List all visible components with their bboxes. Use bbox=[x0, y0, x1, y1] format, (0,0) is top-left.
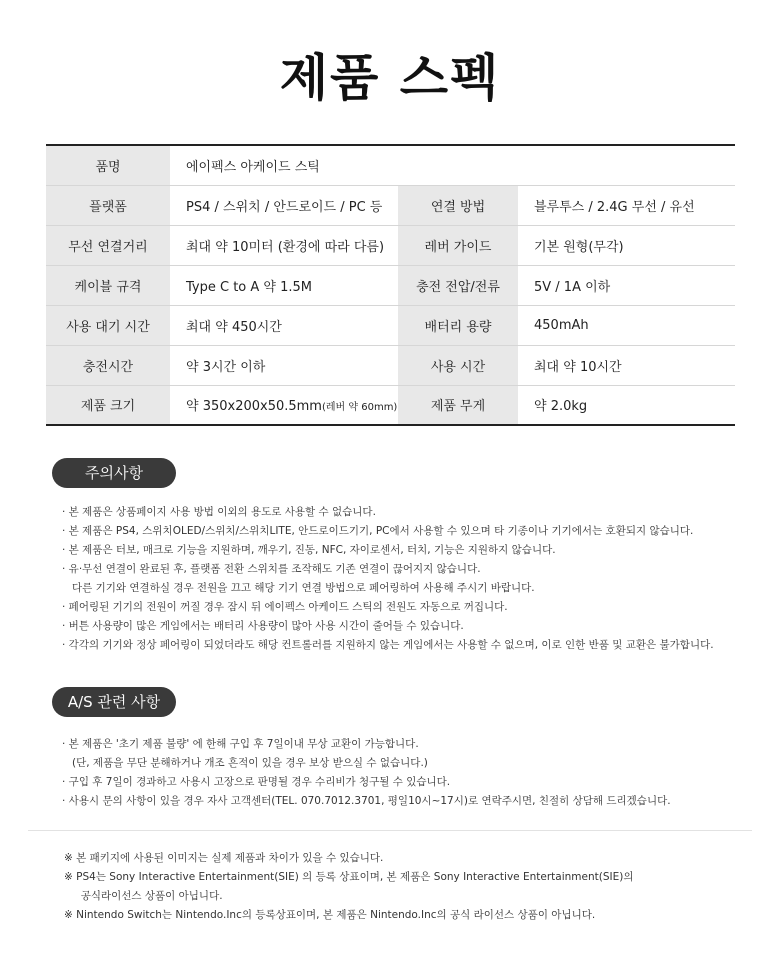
caution-heading: 주의사항 bbox=[52, 458, 176, 488]
list-item: · 본 제품은 PS4, 스위치OLED/스위치/스위치LITE, 안드로이드기기, PC에서 사용할 수 있으며 타 기종이나 기기에서는 호환되지 않습니다. bbox=[62, 525, 694, 537]
spec-value: 기본 원형(무각) bbox=[518, 225, 735, 265]
list-item: · 사용시 문의 사항이 있을 경우 자사 고객센터(TEL. 070.7012.3701, 평일10시~17시)로 연락주시면, 친절히 상담해 드리겠습니다. bbox=[62, 795, 671, 807]
list-item: · 본 제품은 터보, 매크로 기능을 지원하며, 깨우기, 진동, NFC, 자이로센서, 터치, 기능은 지원하지 않습니다. bbox=[62, 544, 556, 556]
spec-label: 배터리 용량 bbox=[398, 305, 518, 345]
list-item: ※ Nintendo Switch는 Nintendo.Inc의 등록상표이며, 본 제품은 Nintendo.Inc의 공식 라이선스 상품이 아닙니다. bbox=[64, 909, 596, 921]
spec-value: 450mAh bbox=[518, 305, 735, 345]
spec-value: 블루투스 / 2.4G 무선 / 유선 bbox=[518, 185, 735, 225]
spec-label: 사용 시간 bbox=[398, 345, 518, 385]
spec-table bbox=[46, 144, 735, 426]
list-item: · 각각의 기기와 정상 페어링이 되었더라도 해당 컨트롤러를 지원하지 않는 게임에서는 사용할 수 없으며, 이로 인한 반품 및 교환은 불가합니다. bbox=[62, 639, 714, 651]
spec-value bbox=[170, 385, 398, 425]
spec-label: 제품 크기 bbox=[46, 385, 170, 425]
list-item: 공식라이선스 상품이 아닙니다. bbox=[64, 890, 223, 902]
footer-notes bbox=[64, 849, 633, 925]
spec-label: 케이블 규격 bbox=[46, 265, 170, 305]
spec-label: 무선 연결거리 bbox=[46, 225, 170, 265]
spec-label: 사용 대기 시간 bbox=[46, 305, 170, 345]
list-item: 다른 기기와 연결하실 경우 전원을 끄고 해당 기기 연결 방법으로 페어링하여 사용해 주시기 바랍니다. bbox=[62, 582, 535, 594]
list-item: (단, 제품을 무단 분해하거나 개조 흔적이 있을 경우 보상 받으실 수 없습니다.) bbox=[62, 757, 428, 769]
spec-label: 제품 무게 bbox=[398, 385, 518, 425]
spec-row bbox=[46, 145, 735, 185]
spec-label: 충전 전압/전류 bbox=[398, 265, 518, 305]
spec-row bbox=[46, 385, 735, 425]
spec-value: 약 2.0kg bbox=[518, 385, 735, 425]
list-item: · 구입 후 7일이 경과하고 사용시 고장으로 판명될 경우 수리비가 청구될 수 있습니다. bbox=[62, 776, 451, 788]
spec-value: 에이펙스 아케이드 스틱 bbox=[170, 145, 735, 185]
spec-label: 플랫폼 bbox=[46, 185, 170, 225]
spec-label: 충전시간 bbox=[46, 345, 170, 385]
list-item: ※ PS4는 Sony Interactive Entertainment(SIE) 의 등록 상표이며, 본 제품은 Sony Interactive Entertainment(SIE)의 bbox=[64, 871, 634, 883]
spec-value: 최대 약 10미터 (환경에 따라 다름) bbox=[170, 225, 398, 265]
list-item: · 페어링된 기기의 전원이 꺼질 경우 잠시 뒤 에이펙스 아케이드 스틱의 전원도 자동으로 꺼집니다. bbox=[62, 601, 508, 613]
list-item: · 본 제품은 상품페이지 사용 방법 이외의 용도로 사용할 수 없습니다. bbox=[62, 506, 376, 518]
caution-list bbox=[62, 503, 714, 655]
spec-value: 최대 약 450시간 bbox=[170, 305, 398, 345]
as-heading: A/S 관련 사항 bbox=[52, 687, 176, 717]
as-list bbox=[62, 735, 671, 811]
spec-value: Type C to A 약 1.5M bbox=[170, 265, 398, 305]
spec-value: PS4 / 스위치 / 안드로이드 / PC 등 bbox=[170, 185, 398, 225]
list-item: ※ 본 패키지에 사용된 이미지는 실제 제품과 차이가 있을 수 있습니다. bbox=[64, 852, 384, 864]
spec-row bbox=[46, 225, 735, 265]
spec-label: 품명 bbox=[46, 145, 170, 185]
spec-row bbox=[46, 185, 735, 225]
spec-value: 최대 약 10시간 bbox=[518, 345, 735, 385]
section-divider bbox=[28, 830, 752, 831]
spec-row bbox=[46, 265, 735, 305]
list-item: · 버튼 사용량이 많은 게임에서는 배터리 사용량이 많아 사용 시간이 줄어들 수 있습니다. bbox=[62, 620, 464, 632]
spec-value: 5V / 1A 이하 bbox=[518, 265, 735, 305]
spec-label: 연결 방법 bbox=[398, 185, 518, 225]
page-title: 제품 스펙 bbox=[279, 49, 501, 107]
list-item: · 유·무선 연결이 완료된 후, 플랫폼 전환 스위치를 조작해도 기존 연결이 끊어지지 않습니다. bbox=[62, 563, 481, 575]
list-item: · 본 제품은 '초기 제품 불량' 에 한해 구입 후 7일이내 무상 교환이 가능합니다. bbox=[62, 738, 419, 750]
spec-value-note: (레버 약 60mm) bbox=[321, 402, 398, 414]
spec-label: 레버 가이드 bbox=[398, 225, 518, 265]
spec-value: 약 3시간 이하 bbox=[170, 345, 398, 385]
spec-row bbox=[46, 345, 735, 385]
spec-value-main: 약 350x200x50.5mm bbox=[186, 399, 322, 415]
spec-row bbox=[46, 305, 735, 345]
